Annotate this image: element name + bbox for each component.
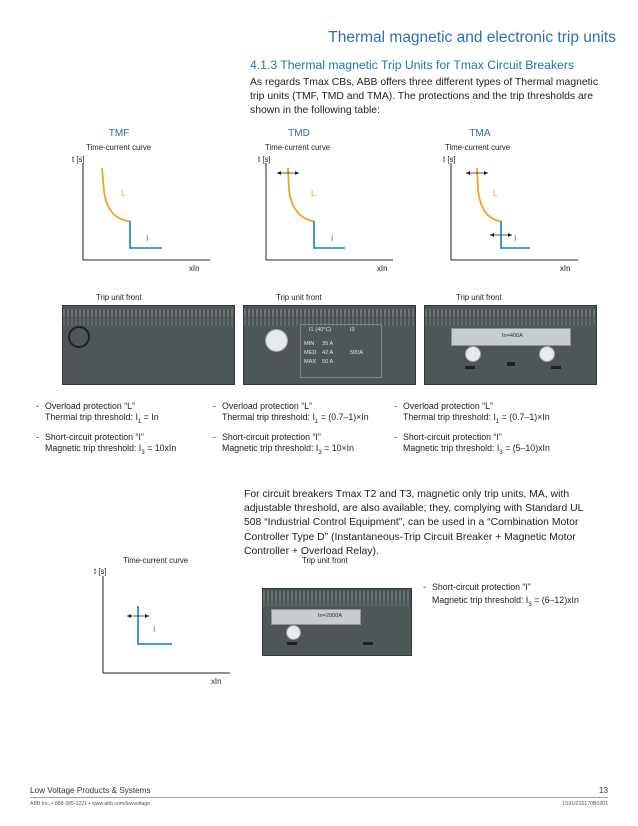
tmf-x-axis-label: xIn [189, 264, 200, 273]
tma-thermal-threshold: Thermal trip threshold: $I_1 = (0.7-1)\times In$ [403, 412, 550, 425]
page-title: Thermal magnetic and electronic trip units [328, 29, 616, 46]
tma-slot-3 [551, 366, 561, 369]
ma-zone-i: I [153, 624, 156, 634]
tma-setting-window [451, 328, 571, 346]
tmd-magnetic-threshold: Magnetic trip threshold: $I_3 = 10\times In$ [222, 443, 354, 456]
tmf-front-label: Trip unit front [96, 293, 142, 302]
tmf-zone-i: I [146, 233, 149, 243]
ma-slot-1 [287, 642, 297, 645]
tmd-zone-i: I [331, 233, 334, 243]
tmd-thermal-threshold: Thermal trip threshold: $I_1 = (0.7-1)\times In$ [222, 412, 369, 425]
tmf-y-axis-label: t [s] [72, 155, 85, 164]
tmd-y-axis-label: t [s] [258, 155, 271, 164]
tmd-zone-l: L [311, 188, 316, 198]
ma-in-rating: In=2000A [318, 613, 343, 619]
tma-curve-chart [448, 163, 578, 263]
tmf-curve-chart [80, 163, 210, 263]
tma-title: TMA [469, 128, 491, 139]
tmd-shortcircuit: - Short-circuit protection “I” Magnetic trip threshold: $I_3 = 10\times In$ [213, 432, 354, 459]
tma-zone-i: I [514, 233, 517, 243]
tmd-table-head-2: I3 [350, 327, 355, 333]
tma-trip-unit-front [424, 305, 597, 385]
tmd-table-row-med-val: 42 A [322, 350, 334, 356]
tmd-curve-chart [263, 163, 393, 263]
tma-curve-label: Time-current curve [445, 143, 511, 152]
tmd-overload-title: Overload protection “L” [222, 401, 312, 411]
tma-slot-1 [465, 366, 475, 369]
ma-vent-top-2 [263, 599, 411, 607]
tma-y-axis-label: t [s] [443, 155, 456, 164]
tma-vent-top [425, 309, 596, 317]
ma-shortcircuit: - Short-circuit protection “I” Magnetic trip threshold: $I_3 = (6-12)xIn$ [423, 582, 579, 611]
ma-i-dial-icon[interactable] [286, 625, 301, 640]
tma-x-axis-label: xIn [560, 264, 571, 273]
tmd-table-i3-value: 500A [350, 350, 364, 356]
ma-paragraph: For circuit breakers Tmax T2 and T3, magnetic only trip units, MA, with adjustable threshold, are also available; they, complying with Standard UL 508 “Industrial Control Equipment”, can be used in a “Combination Motor Controller Type D” (Instantaneous-Trip Circuit Breaker + Magnetic Motor Controller + Overload Relay). [244, 489, 584, 557]
tmd-curve-label: Time-current curve [265, 143, 331, 152]
tmd-rating-table [300, 324, 382, 378]
tmf-title: TMF [108, 128, 130, 139]
tmf-vent-top-2 [63, 318, 234, 326]
ma-setting-window [271, 609, 361, 625]
footer-doc-code: 1SXU210170B0201 [562, 801, 608, 807]
tmd-table-row-max-val: 50 A [322, 359, 334, 365]
tmf-zone-l: L [121, 188, 126, 198]
ma-curve-chart [100, 576, 230, 676]
tmd-vent-top [244, 309, 415, 317]
tmd-trip-unit-front [243, 305, 416, 385]
tmf-vent-top [63, 309, 234, 317]
tmd-adjust-dial-icon[interactable] [265, 329, 288, 352]
tmf-shortcircuit: - Short-circuit protection “I” Magnetic trip threshold: $I_3 = 10xIn$ [36, 432, 176, 459]
tma-front-label: Trip unit front [456, 293, 502, 302]
tmd-table-row-max-key: MAX [304, 359, 317, 365]
tma-shortcircuit-title: Short-circuit protection “I” [403, 432, 502, 442]
tmf-shortcircuit-title: Short-circuit protection “I” [45, 432, 144, 442]
tma-overload: - Overload protection “L” Thermal trip threshold: $I_1 = (0.7-1)\times In$ [394, 401, 550, 428]
ma-front-label: Trip unit front [302, 556, 348, 565]
tmd-title: TMD [288, 128, 310, 139]
tmf-curve-label: Time-current curve [86, 143, 152, 152]
tmf-overload-title: Overload protection “L” [45, 401, 135, 411]
tmd-front-label: Trip unit front [276, 293, 322, 302]
page-number: 13 [598, 786, 608, 795]
intro-paragraph: As regards Tmax CBs, ABB offers three different types of Thermal magnetic trip units (TMF, TMD and TMA). The protections and the trip thresholds are shown in the following table: [250, 77, 599, 117]
tmd-overload: - Overload protection “L” Thermal trip threshold: $I_1 = (0.7-1)\times In$ [213, 401, 369, 428]
tmf-screw-icon [68, 326, 90, 348]
ma-slot-2 [363, 642, 373, 645]
tma-slot-2 [507, 362, 515, 366]
footer-divider [30, 797, 608, 798]
ma-magnetic-threshold: Magnetic trip threshold: $I_3 = (6-12)xIn$ [432, 595, 579, 608]
tmd-table-row-min-val: 35 A [322, 341, 334, 347]
tmf-thermal-threshold: Thermal trip threshold: $I_1 = In$ [45, 412, 159, 425]
tmd-table-head-1: I1 (40°C) [309, 327, 332, 333]
section-title: 4.1.3 Thermal magnetic Trip Units for Tmax Circuit Breakers [250, 58, 574, 72]
ma-x-axis-label: xIn [211, 677, 222, 686]
tmd-shortcircuit-title: Short-circuit protection “I” [222, 432, 321, 442]
tmd-x-axis-label: xIn [377, 264, 388, 273]
tma-i-dial-icon[interactable] [539, 346, 555, 362]
footer-brand: Low Voltage Products & Systems [30, 786, 151, 795]
tmf-trip-unit-front [62, 305, 235, 385]
tma-l-dial-icon[interactable] [465, 346, 481, 362]
tma-overload-title: Overload protection “L” [403, 401, 493, 411]
ma-shortcircuit-title: Short-circuit protection “I” [432, 582, 531, 592]
tmf-overload: - Overload protection “L” Thermal trip threshold: $I_1 = In$ [36, 401, 159, 428]
tmf-magnetic-threshold: Magnetic trip threshold: $I_3 = 10xIn$ [45, 443, 177, 456]
ma-curve-label: Time-current curve [123, 556, 189, 565]
ma-vent-top [263, 591, 411, 599]
tma-shortcircuit: - Short-circuit protection “I” Magnetic trip threshold: $I_3 = (5-10)xIn$ [394, 432, 550, 459]
tma-magnetic-threshold: Magnetic trip threshold: $I_3 = (5-10)xIn$ [403, 443, 550, 456]
tma-zone-l: L [493, 188, 498, 198]
tma-vent-top-2 [425, 318, 596, 326]
tmd-table-row-min-key: MIN [304, 341, 315, 347]
footer-contact: ABB Inc. • 888-385-1221 • www.abb.com/lowvoltage [30, 801, 151, 807]
tma-in-rating: In=400A [502, 333, 523, 339]
tmd-i-curve [314, 221, 345, 248]
ma-y-axis-label: t [s] [94, 567, 107, 576]
ma-trip-unit-front [262, 588, 412, 656]
tmd-table-row-med-key: MED [304, 350, 317, 356]
